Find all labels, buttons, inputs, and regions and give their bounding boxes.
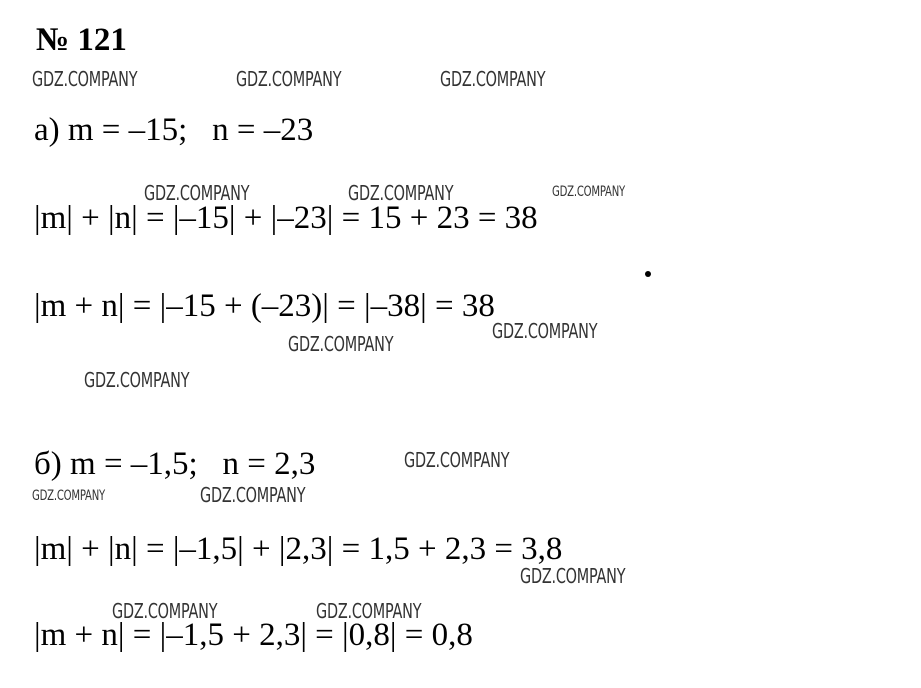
- watermark: GDZ.COMPANY: [236, 67, 342, 91]
- watermark: GDZ.COMPANY: [288, 332, 394, 356]
- stray-dot: [645, 271, 651, 277]
- problem-number: № 121: [36, 22, 127, 58]
- watermark: GDZ.COMPANY: [84, 368, 190, 392]
- watermark: GDZ.COMPANY: [440, 67, 546, 91]
- part-a-modulus-of-sum: |m + n| = |–15 + (–23)| = |–38| = 38: [34, 288, 495, 324]
- watermark: GDZ.COMPANY: [520, 564, 626, 588]
- watermark: GDZ.COMPANY: [552, 184, 626, 200]
- part-b-sum-of-moduli: |m| + |n| = |–1,5| + |2,3| = 1,5 + 2,3 = 3,8: [34, 531, 563, 567]
- part-b-modulus-of-sum: |m + n| = |–1,5 + 2,3| = |0,8| = 0,8: [34, 617, 473, 653]
- watermark: GDZ.COMPANY: [112, 599, 218, 623]
- watermark: GDZ.COMPANY: [144, 181, 250, 205]
- part-b-given: б) m = –1,5; n = 2,3: [34, 446, 316, 482]
- watermark: GDZ.COMPANY: [348, 181, 454, 205]
- watermark: GDZ.COMPANY: [492, 319, 598, 343]
- watermark: GDZ.COMPANY: [316, 599, 422, 623]
- part-a-given: а) m = –15; n = –23: [34, 112, 314, 148]
- watermark: GDZ.COMPANY: [32, 67, 138, 91]
- watermark: GDZ.COMPANY: [32, 488, 106, 504]
- watermark: GDZ.COMPANY: [404, 448, 510, 472]
- watermark: GDZ.COMPANY: [200, 483, 306, 507]
- part-a-sum-of-moduli: |m| + |n| = |–15| + |–23| = 15 + 23 = 38: [34, 200, 538, 236]
